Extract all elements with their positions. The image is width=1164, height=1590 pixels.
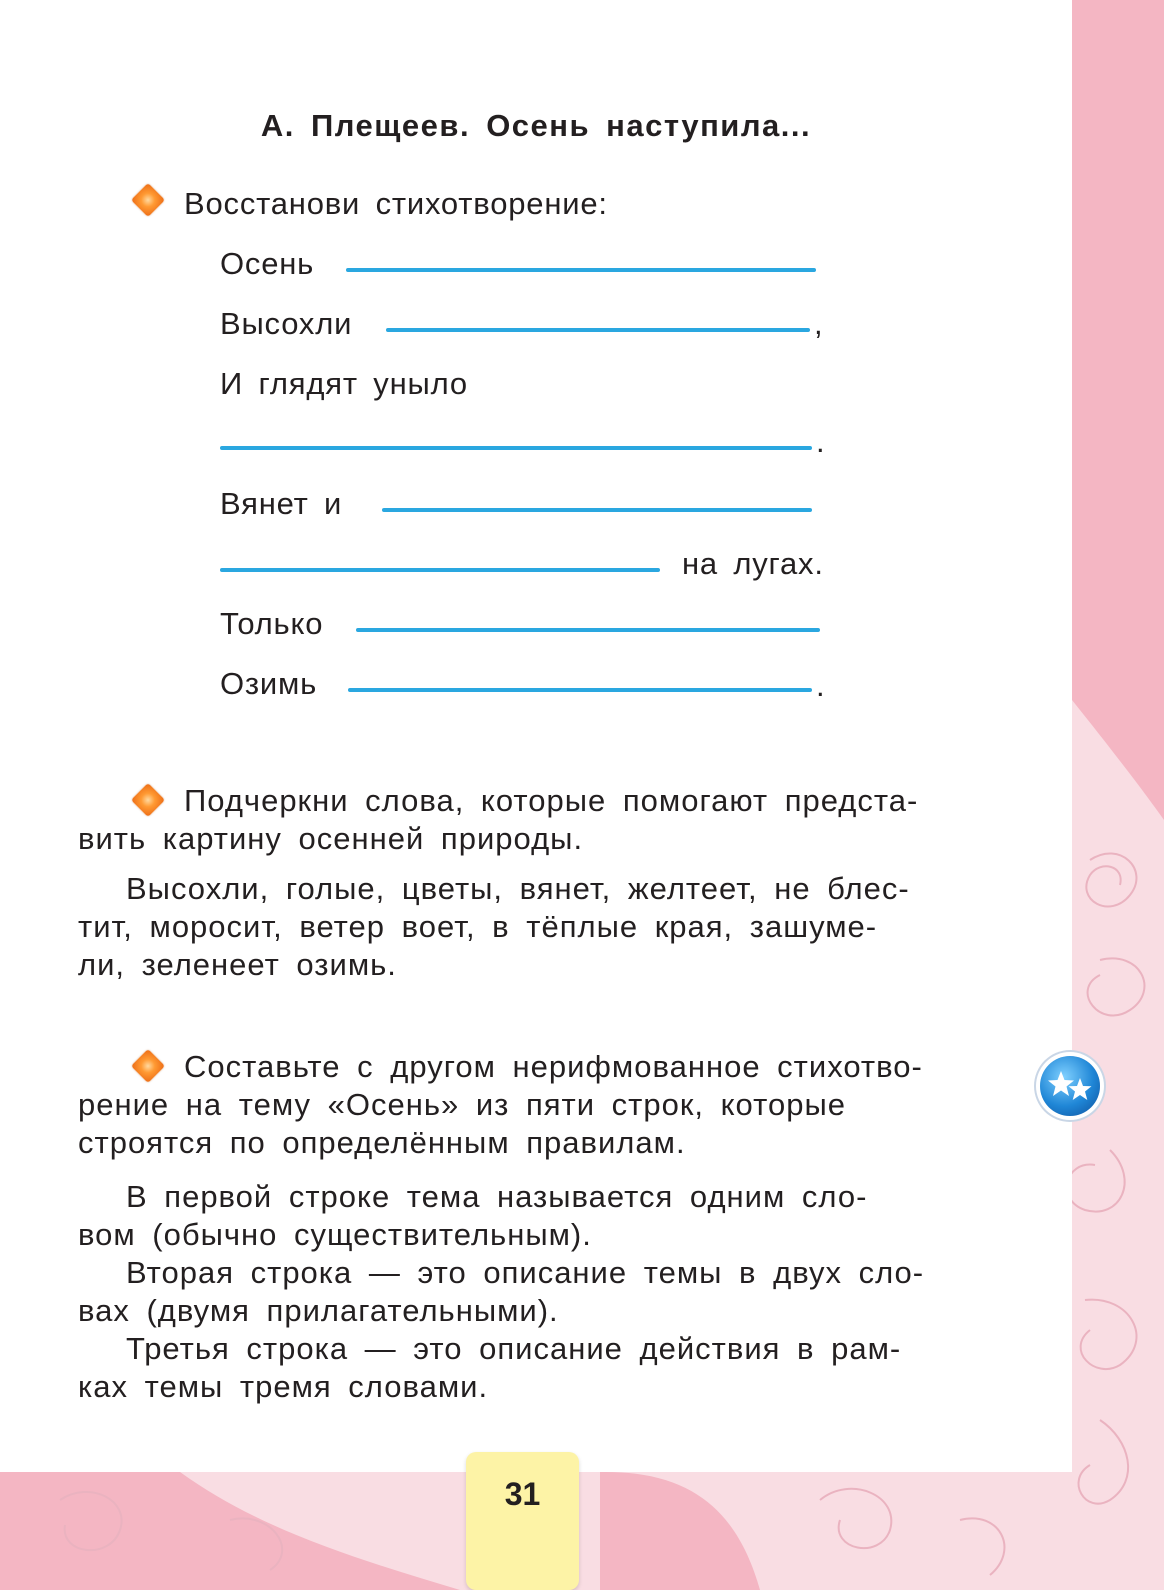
rule2-line-1: Вторая строка — это описание темы в двух сло- — [126, 1255, 925, 1290]
poem-blank-4[interactable] — [382, 508, 812, 512]
words-line-3: ли, зеленеет озимь. — [78, 947, 397, 982]
poem-line-8: Озимь — [220, 666, 318, 701]
page-number: 31 — [504, 1476, 541, 1512]
poem-line-2-end: , — [814, 306, 823, 341]
orange-diamond-icon — [131, 1049, 165, 1083]
orange-diamond-icon — [131, 783, 165, 817]
task1-instruction: Восстанови стихотворение: — [184, 186, 608, 221]
poem-blank-5[interactable] — [220, 568, 660, 572]
poem-line-8-end: . — [816, 668, 825, 703]
poem-line-6-end: на лугах. — [682, 546, 824, 581]
rule2-line-2: вах (двумя прилагательными). — [78, 1293, 559, 1328]
task3-line-2: рение на тему «Осень» из пяти строк, которые — [78, 1087, 846, 1122]
poem-blank-6[interactable] — [356, 628, 820, 632]
words-line-1: Высохли, голые, цветы, вянет, желтеет, не блес- — [126, 871, 910, 906]
page-title: А. Плещеев. Осень наступила... — [260, 108, 812, 143]
poem-line-4-end: . — [816, 424, 825, 459]
rule1-line-1: В первой строке тема называется одним сло- — [126, 1179, 868, 1214]
words-line-2: тит, моросит, ветер воет, в тёплые края, зашуме- — [78, 909, 878, 944]
task2-line-2: вить картину осенней природы. — [78, 821, 584, 856]
poem-line-1: Осень — [220, 246, 315, 281]
poem-line-2: Высохли — [220, 306, 353, 341]
orange-diamond-icon — [131, 183, 165, 217]
poem-blank-7[interactable] — [348, 688, 812, 692]
poem-blank-3[interactable] — [220, 446, 812, 450]
rule3-line-2: ках темы тремя словами. — [78, 1369, 489, 1404]
rule3-line-1: Третья строка — это описание действия в рам- — [126, 1331, 902, 1366]
page-number-tab — [466, 1452, 579, 1590]
poem-line-3: И глядят уныло — [220, 366, 468, 401]
poem-line-5: Вянет и — [220, 486, 343, 521]
task2-line-1: Подчеркни слова, которые помогают предста- — [184, 783, 919, 818]
poem-line-7: Только — [220, 606, 324, 641]
stars-badge-icon — [1040, 1056, 1100, 1116]
poem-blank-2[interactable] — [386, 328, 810, 332]
task3-line-3: строятся по определённым правилам. — [78, 1125, 686, 1160]
task3-line-1: Составьте с другом нерифмованное стихотво- — [184, 1049, 923, 1084]
poem-blank-1[interactable] — [346, 268, 816, 272]
rule1-line-2: вом (обычно существительным). — [78, 1217, 592, 1252]
